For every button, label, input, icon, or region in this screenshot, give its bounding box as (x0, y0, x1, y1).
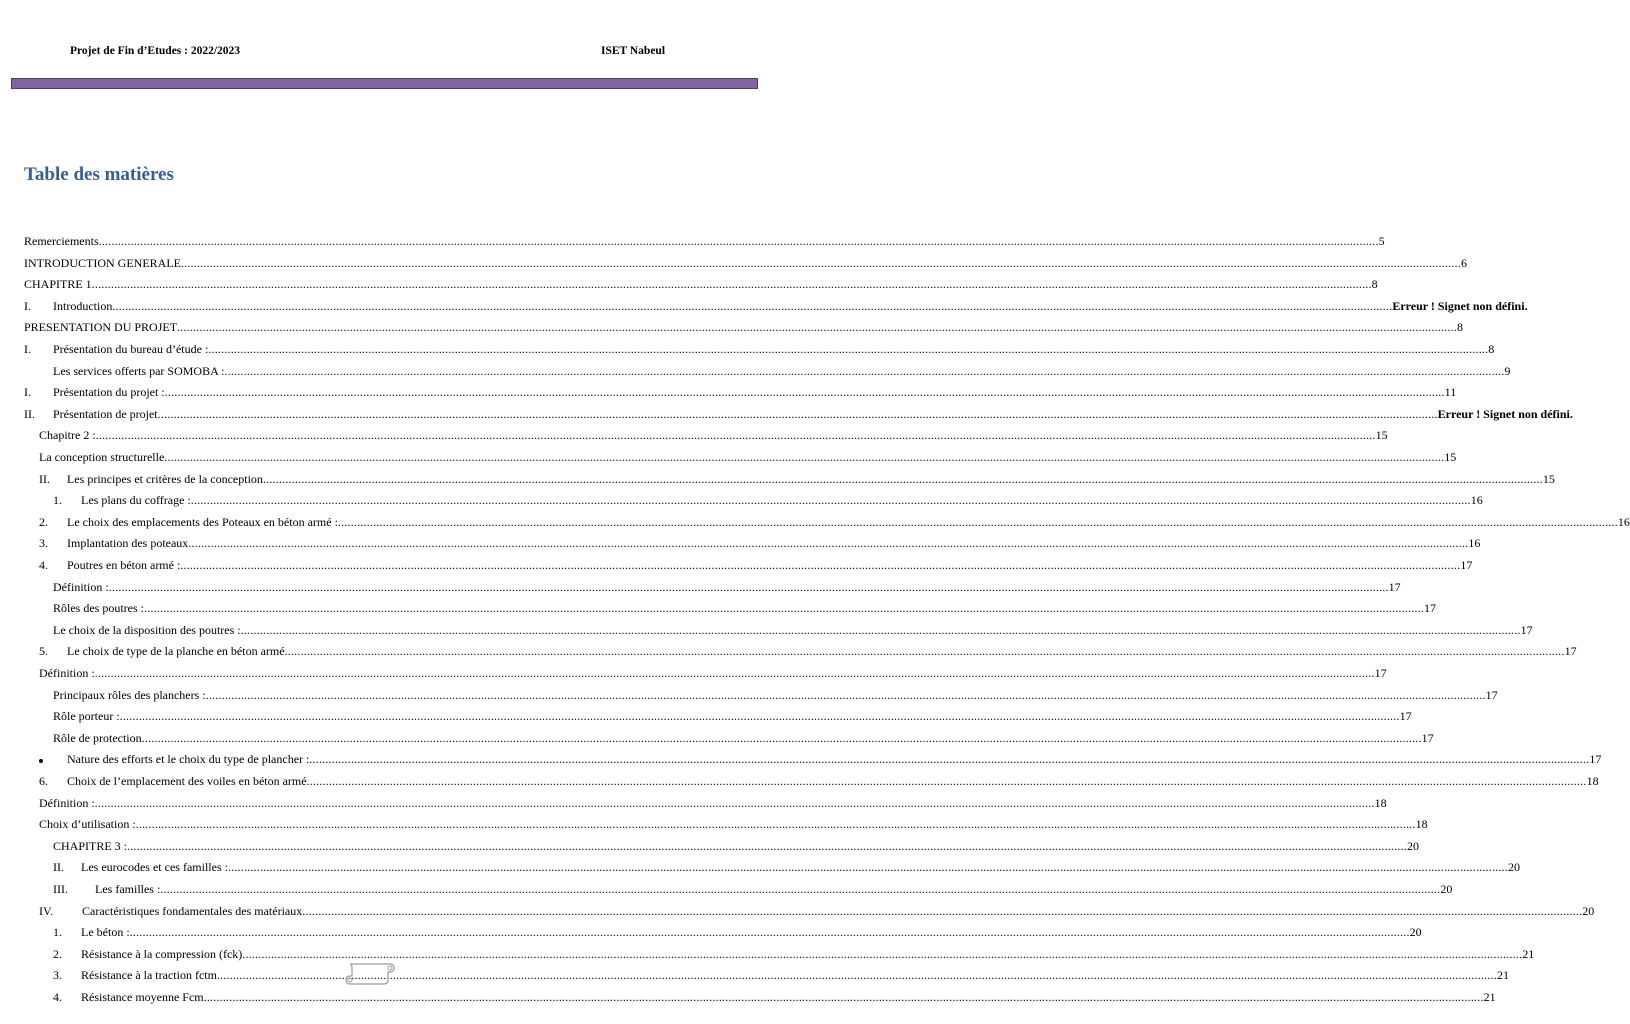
toc-leader-dots: ................................................................................................................................................................................................................................................................................................................................................................................................................ (157, 406, 1438, 421)
toc-entry[interactable] (24, 253, 1467, 274)
toc-entry[interactable] (24, 274, 1378, 295)
toc-entry-page: 17 (1564, 644, 1577, 659)
toc-entry-number: II. (39, 471, 50, 486)
toc-entry-label: Les familles : (95, 882, 161, 896)
toc-entry[interactable] (24, 404, 1573, 425)
toc-entry[interactable] (53, 879, 1453, 900)
toc-entry-page: 9 (1504, 363, 1511, 378)
toc-entry-page: 20 (1407, 838, 1420, 853)
toc-leader-dots: ................................................................................................................................................................................................................................................................................................................................................................................................................ (129, 925, 1410, 940)
toc-entry-page: 21 (1483, 990, 1496, 1004)
toc-entry-label: Présentation du bureau d’étude : (53, 342, 209, 356)
toc-leader-dots: ................................................................................................................................................................................................................................................................................................................................................................................................................ (205, 687, 1486, 702)
toc-entry[interactable] (24, 382, 1457, 403)
toc-entry-page: 8 (1488, 342, 1495, 356)
toc-entry-label: Caractéristiques fondamentales des matériaux (82, 903, 303, 918)
toc-entry-page: 15 (1375, 428, 1388, 443)
toc-leader-dots: ................................................................................................................................................................................................................................................................................................................................................................................................................ (135, 817, 1416, 832)
toc-entry-label: Rôle porteur : (53, 709, 120, 724)
toc-entry[interactable] (53, 490, 1483, 511)
toc-entry[interactable] (39, 469, 1555, 490)
toc-entry-label: Résistance à la traction fctm (81, 968, 217, 983)
toc-entry-page: 16 (1468, 536, 1481, 551)
toc-entry[interactable] (53, 706, 1412, 727)
toc-entry[interactable] (53, 987, 1496, 1008)
toc-entry-number: 2. (39, 514, 48, 529)
toc-leader-dots: ................................................................................................................................................................................................................................................................................................................................................................................................................ (216, 968, 1497, 983)
toc-leader-dots: ................................................................................................................................................................................................................................................................................................................................................................................................................ (94, 666, 1375, 680)
toc-entry-label: Les principes et critères de la conception (67, 471, 263, 486)
toc-title: Table des matières (24, 164, 174, 185)
toc-entry[interactable] (39, 533, 1481, 554)
toc-entry-page: 17 (1589, 752, 1602, 767)
toc-entry-label: Le choix de type de la planche en béton armé (67, 644, 285, 659)
toc-leader-dots: ................................................................................................................................................................................................................................................................................................................................................................................................................ (164, 450, 1445, 464)
toc-entry-number: 6. (39, 774, 48, 788)
toc-entry-label: CHAPITRE 1 (24, 277, 92, 292)
toc-entry-label: Nature des efforts et le choix du type de plancher : (67, 752, 310, 767)
toc-entry[interactable] (39, 512, 1630, 533)
toc-entry-label: Présentation de projet (53, 406, 158, 421)
toc-entry[interactable] (53, 728, 1434, 749)
toc-entry-label: Les services offerts par SOMOBA : (53, 363, 225, 378)
toc-entry-label: Principaux rôles des planchers : (53, 687, 206, 702)
toc-entry-number (39, 752, 67, 767)
toc-entry[interactable] (39, 555, 1473, 576)
toc-entry-page: 20 (1440, 882, 1453, 896)
toc-entry-label: PRESENTATION DU PROJET (24, 320, 178, 335)
toc-entry-page: 5 (1378, 234, 1385, 248)
toc-entry-label: Chapitre 2 : (39, 428, 96, 443)
toc-entry-label: Le choix de la disposition des poutres : (53, 622, 241, 637)
toc-leader-dots: ................................................................................................................................................................................................................................................................................................................................................................................................................ (240, 622, 1521, 637)
toc-leader-dots: ................................................................................................................................................................................................................................................................................................................................................................................................................ (141, 730, 1422, 745)
toc-entry-label: Définition : (39, 795, 95, 810)
toc-entry-page: 21 (1496, 968, 1509, 983)
toc-leader-dots: ................................................................................................................................................................................................................................................................................................................................................................................................................ (208, 342, 1489, 356)
toc-entry[interactable] (39, 749, 1602, 770)
toc-entry-label: Rôle de protection (53, 730, 142, 745)
toc-entry-label: CHAPITRE 3 : (53, 838, 128, 853)
toc-entry[interactable] (39, 641, 1577, 662)
toc-entry-label: Présentation du projet : (53, 385, 165, 400)
toc-entry-label: INTRODUCTION GENERALE (24, 255, 181, 270)
toc-entry-number: 3. (39, 536, 48, 551)
toc-entry-label: Résistance à la compression (fck) (81, 946, 243, 961)
toc-entry-page: 20 (1409, 925, 1422, 940)
toc-entry-page: 6 (1460, 255, 1467, 270)
toc-leader-dots: ................................................................................................................................................................................................................................................................................................................................................................................................................ (119, 709, 1400, 724)
toc-entry-label: Rôles des poutres : (53, 601, 144, 616)
toc-entry-label: Choix de l’emplacement des voiles en béton armé (67, 774, 307, 788)
toc-leader-dots: ................................................................................................................................................................................................................................................................................................................................................................................................................ (95, 428, 1376, 443)
toc-leader-dots: ................................................................................................................................................................................................................................................................................................................................................................................................................ (306, 774, 1587, 788)
toc-leader-dots: ................................................................................................................................................................................................................................................................................................................................................................................................................ (203, 990, 1484, 1004)
toc-leader-dots: ................................................................................................................................................................................................................................................................................................................................................................................................................ (94, 795, 1375, 810)
toc-entry-number: II. (53, 860, 64, 875)
toc-entry-page: 11 (1444, 385, 1457, 400)
toc-leader-dots: ................................................................................................................................................................................................................................................................................................................................................................................................................ (302, 903, 1583, 918)
toc-entry-number: 5. (39, 644, 48, 659)
toc-entry[interactable] (53, 577, 1401, 598)
toc-entry-page: 17 (1374, 666, 1387, 680)
toc-entry[interactable] (39, 901, 1595, 922)
toc-entry-number: 4. (39, 558, 48, 572)
toc-entry[interactable] (39, 814, 1428, 835)
toc-entry-label: Implantation des poteaux (67, 536, 189, 551)
toc-entry-number: 1. (53, 493, 62, 508)
toc-entry-page: 17 (1388, 579, 1401, 594)
toc-entry-page: 20 (1507, 860, 1520, 875)
toc-leader-dots: ................................................................................................................................................................................................................................................................................................................................................................................................................ (98, 234, 1379, 248)
toc-entry-page: 17 (1421, 730, 1434, 745)
toc-entry[interactable] (39, 793, 1387, 814)
toc-entry-page: Erreur ! Signet non défini. (1392, 298, 1528, 313)
toc-entry-label: Définition : (53, 579, 109, 594)
toc-leader-dots: ................................................................................................................................................................................................................................................................................................................................................................................................................ (242, 946, 1523, 961)
toc-entry-page: 15 (1542, 471, 1555, 486)
toc-entry-page: 17 (1520, 622, 1533, 637)
toc-entry-page: 20 (1582, 903, 1595, 918)
toc-entry-number: 3. (53, 968, 62, 983)
toc-entry-label: Le choix des emplacements des Poteaux en béton armé : (67, 514, 338, 529)
toc-entry-number: II. (24, 406, 35, 421)
toc-leader-dots: ................................................................................................................................................................................................................................................................................................................................................................................................................ (180, 255, 1461, 270)
toc-entry-page: 8 (1457, 320, 1464, 335)
toc-entry-number: I. (24, 342, 31, 356)
toc-entry-number: I. (24, 385, 31, 400)
header-institution: ISET Nabeul (601, 45, 666, 57)
toc-entry[interactable] (39, 663, 1387, 684)
toc-leader-dots: ................................................................................................................................................................................................................................................................................................................................................................................................................ (164, 385, 1445, 400)
toc-entry-page: 8 (1371, 277, 1378, 292)
toc-entry-label: La conception structurelle (39, 450, 165, 464)
toc-entry-label: Les plans du coffrage : (81, 493, 191, 508)
toc-leader-dots: ................................................................................................................................................................................................................................................................................................................................................................................................................ (188, 536, 1469, 551)
toc-entry-page: 17 (1485, 687, 1498, 702)
toc-entry-page: 18 (1415, 817, 1428, 832)
toc-entry-page: Erreur ! Signet non défini. (1437, 406, 1573, 421)
toc-entry[interactable] (24, 231, 1385, 252)
toc-leader-dots: ................................................................................................................................................................................................................................................................................................................................................................................................................ (262, 471, 1543, 486)
toc-leader-dots: ................................................................................................................................................................................................................................................................................................................................................................................................................ (190, 493, 1471, 508)
toc-leader-dots: ................................................................................................................................................................................................................................................................................................................................................................................................................ (284, 644, 1565, 659)
toc-entry-page: 16 (1470, 493, 1483, 508)
toc-leader-dots: ................................................................................................................................................................................................................................................................................................................................................................................................................ (337, 514, 1618, 529)
toc-entry[interactable] (53, 685, 1498, 706)
toc-entry[interactable] (24, 296, 1528, 317)
toc-entry-page: 17 (1399, 709, 1412, 724)
header-project-title: Projet de Fin d’Etudes : 2022/2023 (70, 45, 241, 57)
toc-entry-number: 2. (53, 946, 62, 961)
toc-entry-label: Remerciements (24, 234, 99, 248)
toc-leader-dots: ................................................................................................................................................................................................................................................................................................................................................................................................................ (108, 579, 1389, 594)
toc-entry[interactable] (53, 944, 1535, 965)
toc-entry-label: Introduction (53, 298, 113, 313)
toc-entry-number: 4. (53, 990, 62, 1004)
toc-leader-dots: ................................................................................................................................................................................................................................................................................................................................................................................................................ (91, 277, 1372, 292)
toc-entry[interactable] (53, 836, 1420, 857)
toc-entry-label: Le béton : (81, 925, 130, 940)
toc-entry[interactable] (39, 771, 1599, 792)
scroll-icon (344, 958, 396, 988)
toc-entry-label: Poutres en béton armé : (67, 558, 181, 572)
toc-leader-dots: ................................................................................................................................................................................................................................................................................................................................................................................................................ (180, 558, 1461, 572)
toc-entry-label: Définition : (39, 666, 95, 680)
toc-entry-number: IV. (39, 903, 54, 918)
toc-leader-dots: ................................................................................................................................................................................................................................................................................................................................................................................................................ (160, 882, 1441, 896)
toc-entry-page: 17 (1424, 601, 1436, 616)
toc-entry-page: 16 (1617, 514, 1630, 529)
toc-entry-page: 18 (1374, 795, 1387, 810)
bullet-icon (39, 759, 43, 763)
toc-entry-number: 1. (53, 925, 62, 940)
toc-entry[interactable] (53, 857, 1520, 878)
toc-entry[interactable] (53, 922, 1422, 943)
toc-entry-label: Résistance moyenne Fcm (81, 990, 204, 1004)
toc-entry[interactable] (53, 598, 1436, 619)
toc-leader-dots: ................................................................................................................................................................................................................................................................................................................................................................................................................ (177, 320, 1458, 335)
toc-leader-dots: ................................................................................................................................................................................................................................................................................................................................................................................................................ (224, 363, 1505, 378)
toc-entry-page: 15 (1444, 450, 1457, 464)
toc-entry[interactable] (53, 965, 1509, 986)
toc-entry[interactable] (53, 620, 1533, 641)
toc-entry[interactable] (24, 317, 1464, 338)
toc-entry[interactable] (24, 339, 1495, 360)
toc-entry-number: III. (53, 882, 68, 896)
toc-entry-page: 21 (1522, 946, 1535, 961)
toc-leader-dots: ................................................................................................................................................................................................................................................................................................................................................................................................................ (144, 601, 1424, 616)
toc-leader-dots: ................................................................................................................................................................................................................................................................................................................................................................................................................ (127, 838, 1408, 853)
toc-entry-number: I. (24, 298, 31, 313)
toc-entry-label: Les eurocodes et ces familles : (81, 860, 228, 875)
toc-leader-dots: ................................................................................................................................................................................................................................................................................................................................................................................................................ (112, 298, 1393, 313)
toc-entry[interactable] (39, 447, 1457, 468)
toc-entry-page: 18 (1586, 774, 1599, 788)
header-divider-bar (11, 78, 758, 89)
toc-leader-dots: ................................................................................................................................................................................................................................................................................................................................................................................................................ (227, 860, 1508, 875)
toc-entry-page: 17 (1460, 558, 1473, 572)
toc-entry[interactable] (53, 361, 1511, 382)
toc-leader-dots: ................................................................................................................................................................................................................................................................................................................................................................................................................ (309, 752, 1590, 767)
toc-entry-label: Choix d’utilisation : (39, 817, 136, 832)
toc-entry[interactable] (39, 425, 1388, 446)
